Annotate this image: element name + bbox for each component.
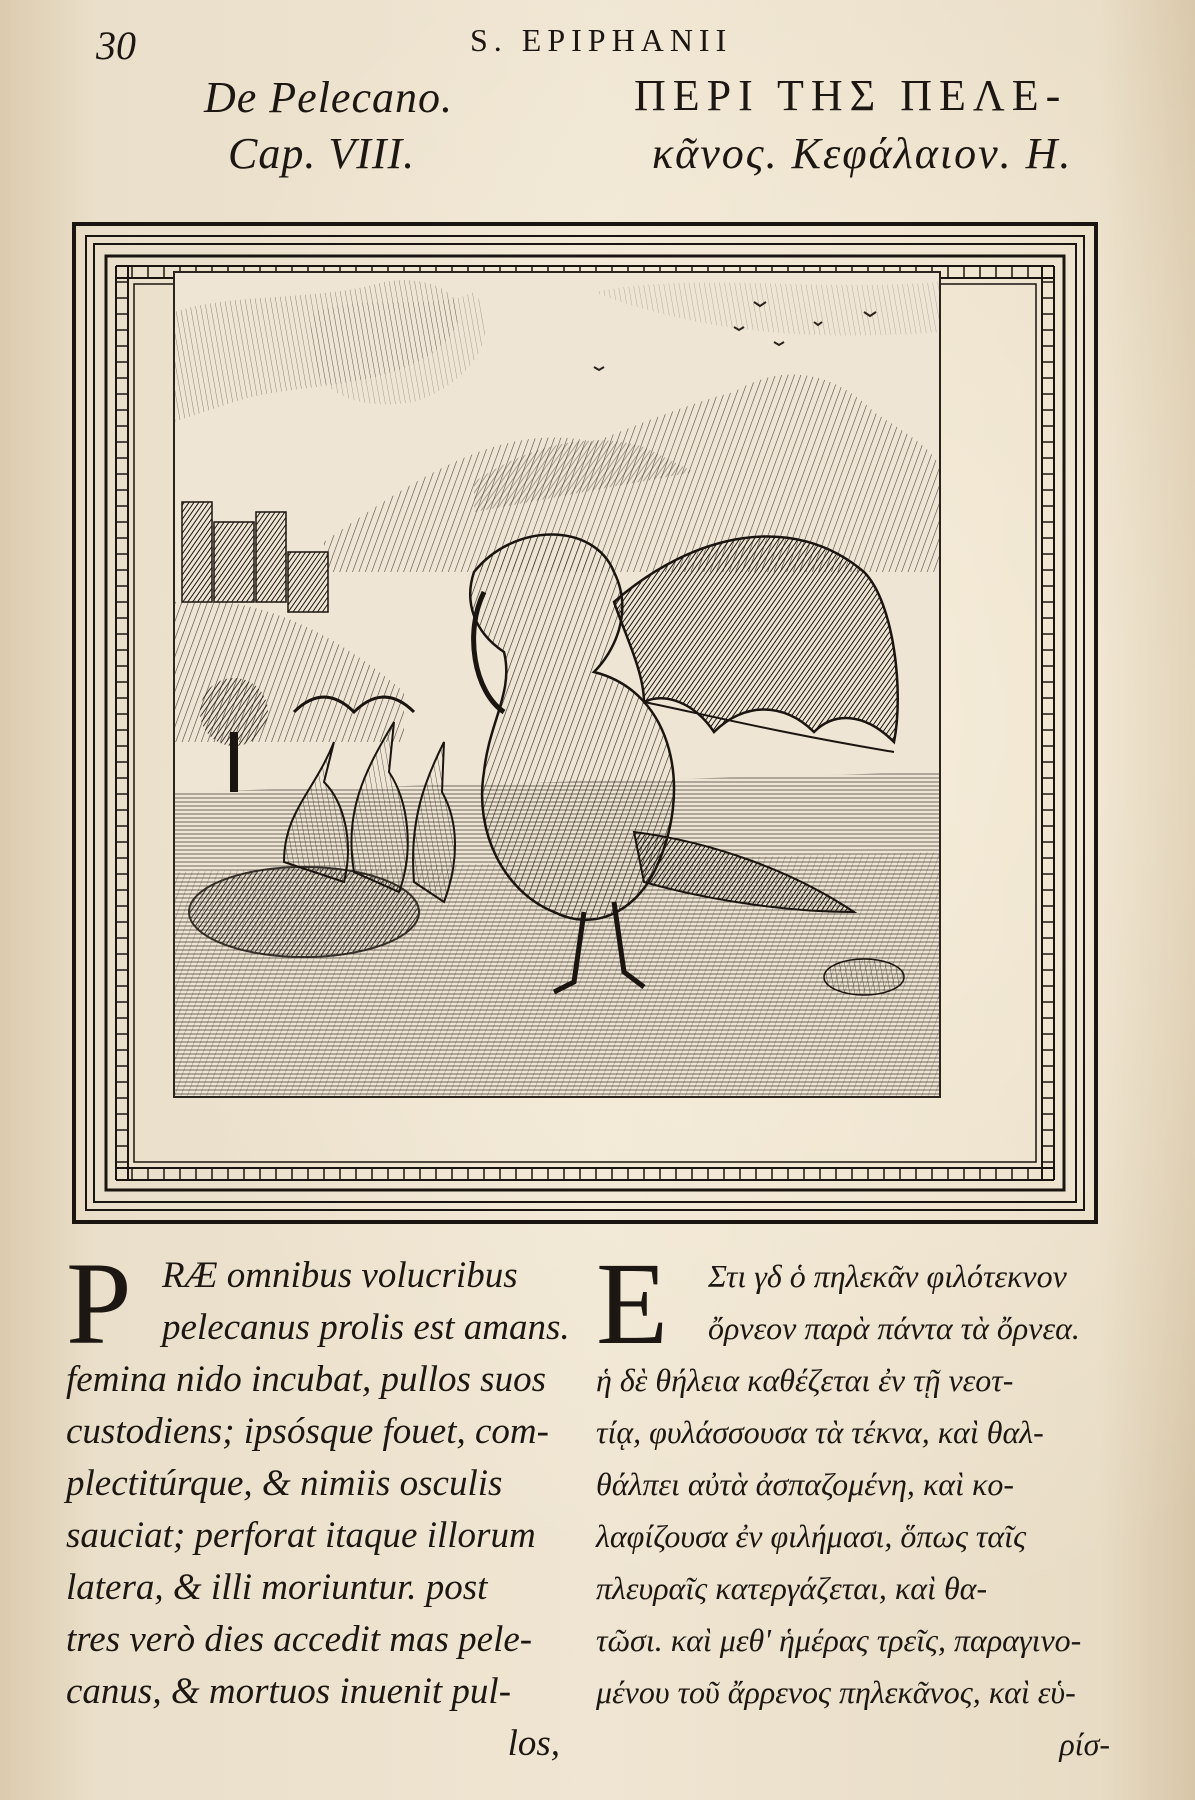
page-number: 30 [96,23,136,68]
greek-line: ρίσ- [1059,1726,1110,1762]
greek-line: μένου τοῦ ἄρρενος πηλεκᾶνος, καὶ εὑ- [596,1674,1076,1710]
greek-chapter-number: κᾶνος. Κεφάλαιον. Η. [652,129,1073,178]
latin-line: plectitúrque, & nimiis osculis [66,1463,503,1504]
illustration-frame [72,222,1098,1224]
greek-chapter-title: ΠΕΡΙ ΤΗΣ ΠΕΛΕ- [634,71,1068,120]
greek-line: ἡ δὲ θήλεια καθέζεται ἐν τῇ νεοτ- [596,1362,1014,1398]
greek-drop-cap: Ε [596,1238,669,1369]
latin-line: sauciat; perforat itaque illorum [66,1515,536,1556]
latin-line: latera, & illi moriuntur. post [66,1567,488,1608]
latin-line: femina nido incubat, pullos suos [66,1359,546,1400]
greek-line: λαφίζουσα ἐν φιλήμασι, ὅπως ταῖς [596,1518,1027,1554]
latin-chapter-title: De Pelecano. [204,73,453,122]
latin-line: canus, & mortuos inuenit pul- [66,1671,512,1712]
pelican-engraving [72,222,1098,1224]
greek-column [596,1238,1116,1770]
greek-line: ὄρνεον παρὰ πάντα τὰ ὄρνεα. [708,1310,1080,1346]
latin-drop-cap: P [66,1238,132,1369]
greek-line: πλευραῖς κατεργάζεται, καὶ θα- [596,1570,988,1606]
running-head: S. EPIPHANII [470,22,733,58]
latin-line: tres verò dies accedit mas pele- [66,1619,533,1660]
latin-chapter-number: Cap. VIII. [228,129,416,178]
latin-line: pelecanus prolis est amans. [162,1307,570,1348]
greek-line: τῶσι. καὶ μεθ' ἡμέρας τρεῖς, παραγινο- [596,1622,1082,1658]
greek-line: τίᾳ, φυλάσσουσα τὰ τέκνα, καὶ θαλ- [596,1414,1044,1450]
latin-column [66,1238,570,1770]
latin-line: RÆ omnibus volucribus [162,1255,518,1296]
greek-line: Στι γδ ὁ πηλεκᾶν φιλότεκνον [708,1258,1067,1294]
latin-line: los, [507,1723,560,1764]
latin-line: custodiens; ipsósque fouet, com- [66,1411,549,1452]
greek-line: θάλπει αὐτὰ ἀσπαζομένη, καὶ κο- [596,1466,1014,1502]
